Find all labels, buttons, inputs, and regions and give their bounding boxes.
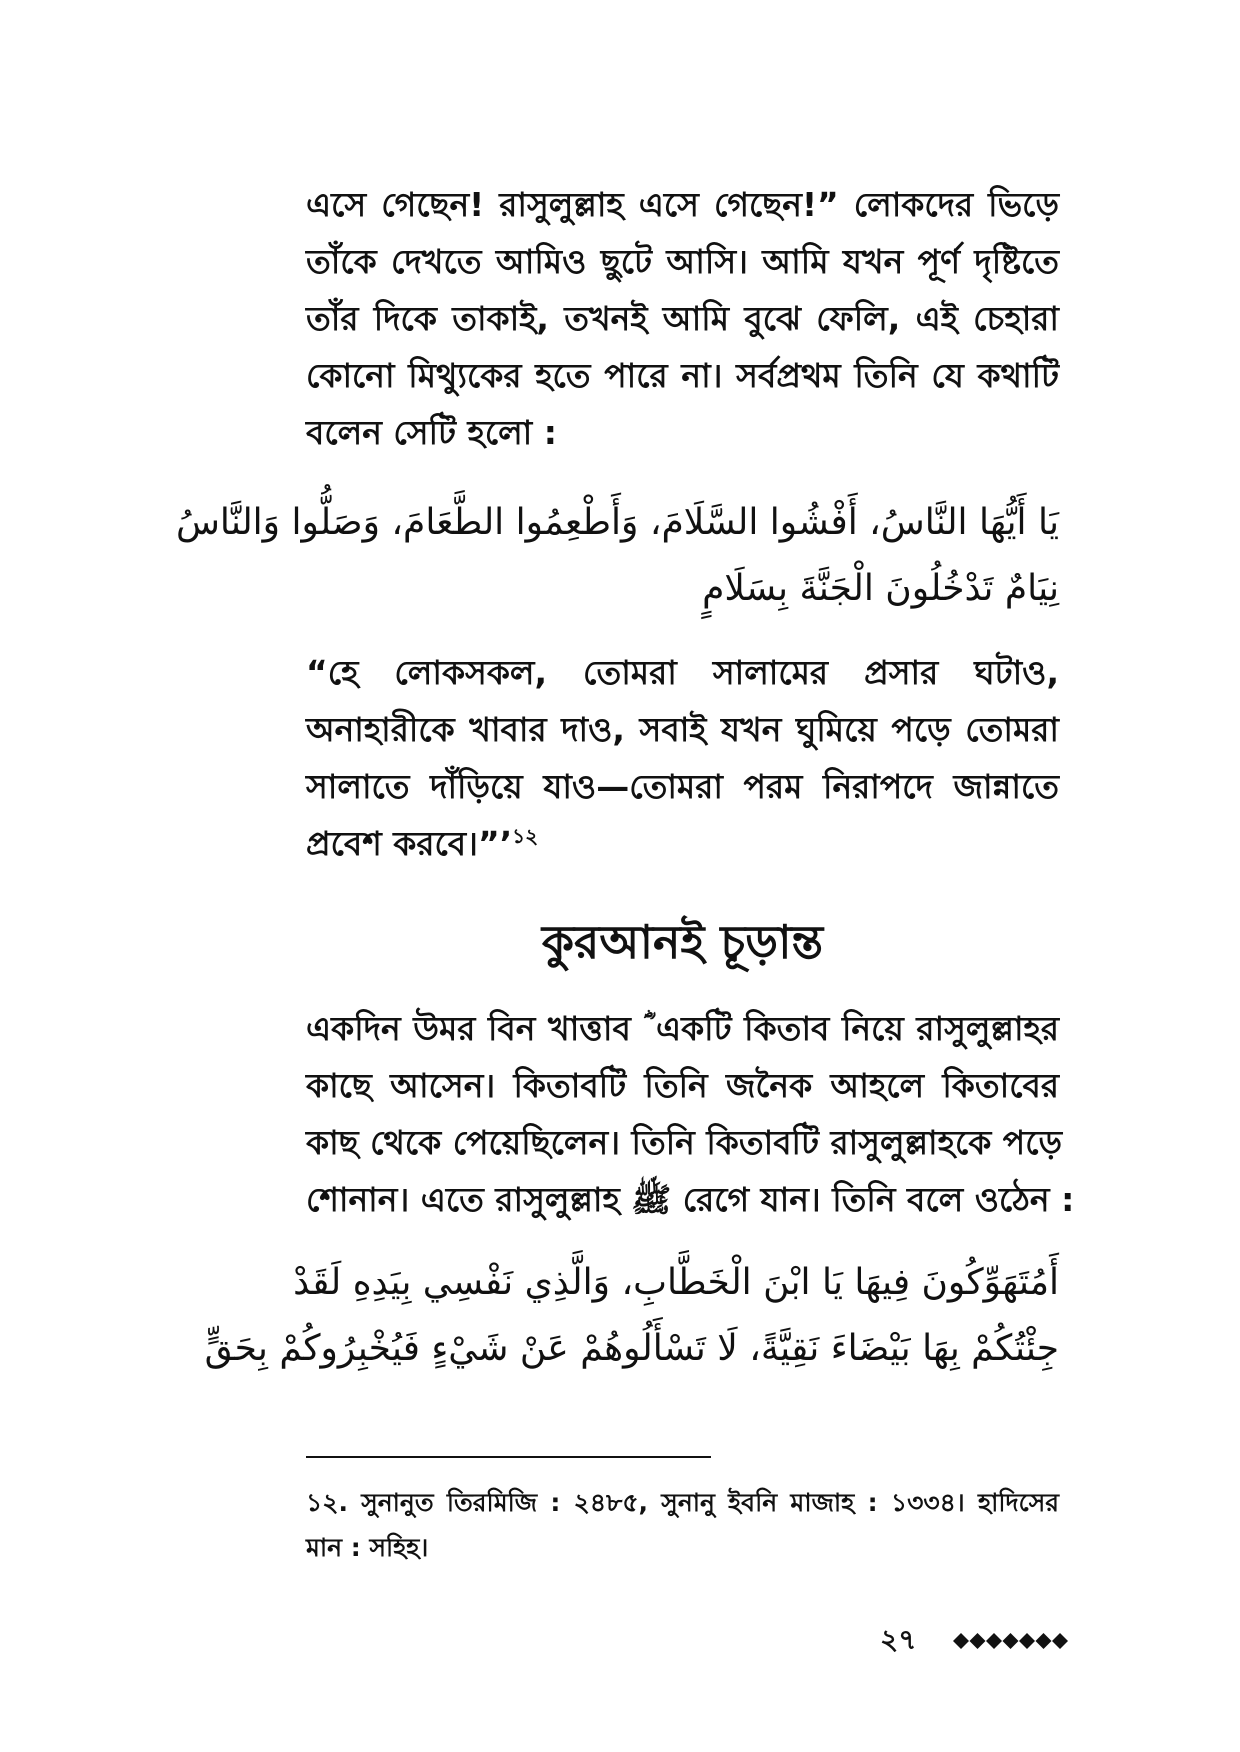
paragraph-translation xyxy=(306,644,1059,872)
text-line: এসে গেছেন! রাসুলুল্লাহ এসে গেছেন!” লোকদের ভিড়ে xyxy=(306,185,1059,224)
diamond-icon xyxy=(1019,1633,1035,1649)
diamond-icon xyxy=(953,1633,969,1649)
diamond-icon xyxy=(1003,1633,1019,1649)
text-line: একদিন উমর বিন খাত্তাব ؓ একটি কিতাব নিয়ে রাসুলুল্লাহর xyxy=(306,1009,1059,1048)
arabic-hadith-quote xyxy=(175,490,1059,622)
paragraph-narration xyxy=(306,176,1059,461)
text-line: সালাতে দাঁড়িয়ে যাও—তোমরা পরম নিরাপদে জান্নাতে xyxy=(306,767,1059,806)
diamond-icon xyxy=(970,1633,986,1649)
text-line: বলেন সেটি হলো : xyxy=(306,413,557,452)
section-heading: কুরআনই চূড়ান্ত xyxy=(541,915,824,969)
text-line: কাছে আসেন। কিতাবটি তিনি জনৈক আহলে কিতাবের xyxy=(306,1066,1059,1105)
arabic-line: أَمُتَهَوِّكُونَ فِيهَا يَا ابْنَ الْخَطَّابِ، وَالَّذِي نَفْسِي بِيَدِهِ لَقَدْ xyxy=(293,1262,1059,1303)
text-line: অনাহারীকে খাবার দাও, সবাই যখন ঘুমিয়ে পড়ে তোমরা xyxy=(306,710,1059,749)
arabic-hadith-quote-2 xyxy=(204,1250,1059,1382)
paragraph-story xyxy=(306,1000,1075,1228)
text-line: কাছ থেকে পেয়েছিলেন। তিনি কিতাবটি রাসুলুল্লাহকে পড়ে xyxy=(306,1123,1063,1162)
page-number: ২৭ xyxy=(880,1623,917,1656)
text-line-content: প্রবেশ করবে।”’ xyxy=(306,824,513,863)
text-line: শোনান। এতে রাসুলুল্লাহ ﷺ রেগে যান। তিনি বলে ওঠেন : xyxy=(306,1180,1075,1219)
text-line: “হে লোকসকল, তোমরা সালামের প্রসার ঘটাও, xyxy=(306,653,1059,692)
footnote-divider xyxy=(306,1456,711,1458)
text-line: কোনো মিথ্যুকের হতে পারে না। সর্বপ্রথম তিনি যে কথাটি xyxy=(306,356,1059,395)
arabic-line: جِئْتُكُمْ بِهَا بَيْضَاءَ نَقِيَّةً، لَا تَسْأَلُوهُمْ عَنْ شَيْءٍ فَيُخْبِرُوكُمْ بِحَقٍّ xyxy=(204,1328,1059,1369)
diamond-row-icon xyxy=(953,1632,1071,1650)
diamond-icon xyxy=(986,1633,1002,1649)
text-line: তাঁর দিকে তাকাই, তখনই আমি বুঝে ফেলি, এই চেহারা xyxy=(306,299,1059,338)
diamond-icon xyxy=(1052,1633,1068,1649)
footnote-line: মান : সহিহ। xyxy=(306,1533,429,1562)
arabic-line: نِيَامٌ تَدْخُلُونَ الْجَنَّةَ بِسَلَامٍ xyxy=(702,568,1059,609)
page-footer xyxy=(880,1620,1070,1660)
text-line: তাঁকে দেখতে আমিও ছুটে আসি। আমি যখন পূর্ণ দৃষ্টিতে xyxy=(306,242,1059,281)
text-line xyxy=(306,815,1059,872)
diamond-icon xyxy=(1036,1633,1052,1649)
footnote xyxy=(306,1480,1059,1570)
footnote-line: ১২. সুনানুত তিরমিজি : ২৪৮৫, সুনানু ইবনি মাজাহ : ১৩৩৪। হাদিসের xyxy=(306,1488,1059,1517)
footnote-reference: ১২ xyxy=(512,824,539,848)
arabic-line: يَا أَيُّهَا النَّاسُ، أَفْشُوا السَّلَامَ، وَأَطْعِمُوا الطَّعَامَ، وَصَلُّوا وَالنَّاسُ xyxy=(175,502,1059,543)
